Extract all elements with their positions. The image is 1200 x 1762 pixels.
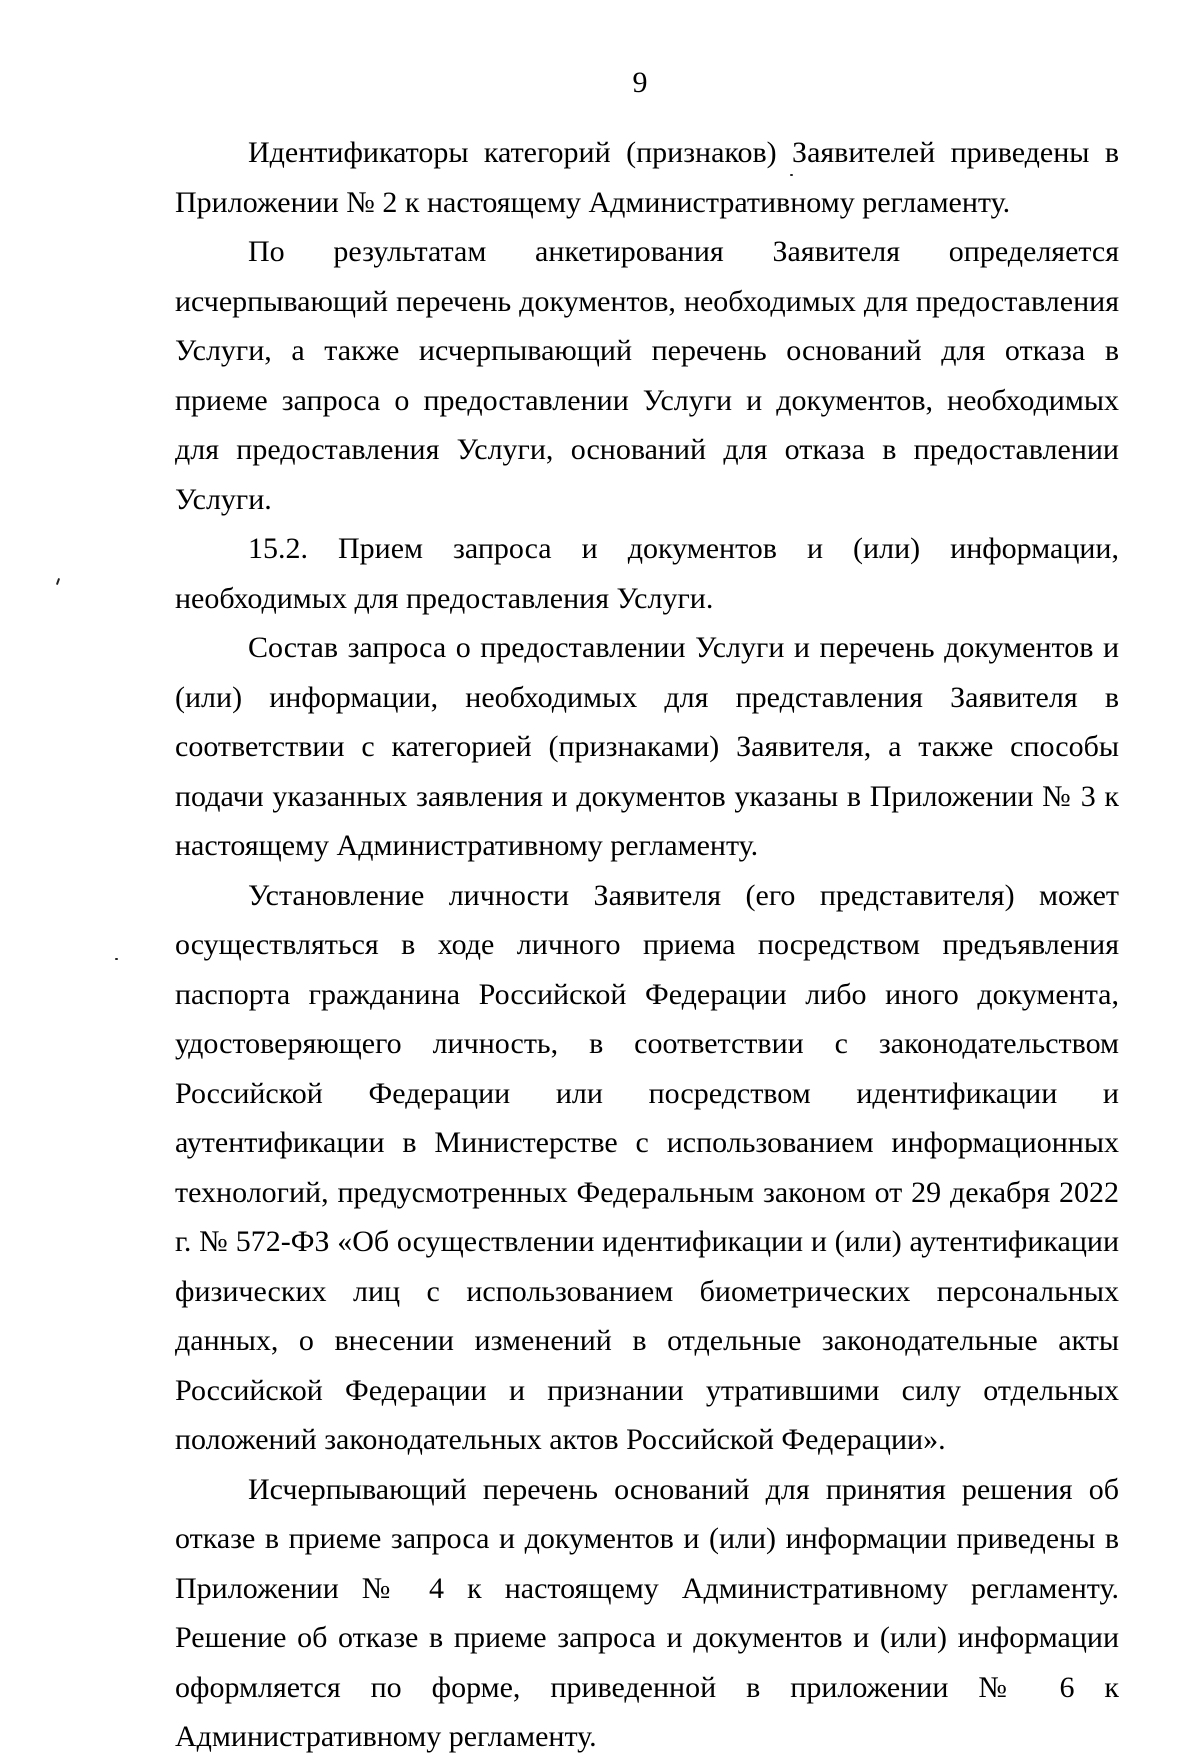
paragraph-identity-verification: Установление личности Заявителя (его представителя) может осуществляться в ходе личного приема посредством предъявления паспорта гражданина Российской Федерации либо иного документа, удостоверяющего личность, в соответствии с законодательством Российской Федерации или посредством идентификации и аутентификации в Министерстве с использованием информационных технологий, предусмотренных Федеральным законом от 29 декабря 2022 г. № 572-ФЗ «Об осуществлении идентификации и (или) аутентификации физических лиц с использованием биометрических персональных данных, о внесении изменений в отдельные законодательные акты Российской Федерации и признании утратившими силу отдельных положений законодательных актов Российской Федерации». [175,878,1119,1456]
scan-artifact-mark [790,174,793,176]
paragraph-applicant-categories: Идентификаторы категорий (признаков) Заявителей приведены в Приложении № 2 к настоящему Административному регламенту. [175,136,1119,219]
page-number: 9 [632,66,648,99]
paragraph-request-composition: Состав запроса о предоставлении Услуги и перечень документов и (или) информации, необходимых для представления Заявителя в соответствии с категорией (признаками) Заявителя, а также способы подачи указанных заявления и документов указаны в Приложении № 3 к настоящему Административному регламенту. [175,631,1119,862]
paragraph-refusal-grounds: Исчерпывающий перечень оснований для принятия решения об отказе в приеме запроса и документов и (или) информации приведены в Приложении № 4 к настоящему Административному регламенту. Решение об отказе в приеме запроса и документов и (или) информации оформляется по форме, приведенной в приложении № 6 к Административному регламенту. [175,1472,1119,1753]
scan-artifact-mark [56,578,60,585]
paragraph-section-15-2: 15.2. Прием запроса и документов и (или) информации, необходимых для предоставления Услуги. [175,532,1119,615]
scan-artifact-mark [115,958,118,960]
document-body [175,128,1119,1762]
paragraph-questionnaire-results: По результатам анкетирования Заявителя определяется исчерпывающий перечень документов, необходимых для предоставления Услуги, а также исчерпывающий перечень оснований для отказа в приеме запроса о предоставлении Услуги и документов, необходимых для предоставления Услуги, оснований для отказа в предоставлении Услуги. [175,235,1119,516]
